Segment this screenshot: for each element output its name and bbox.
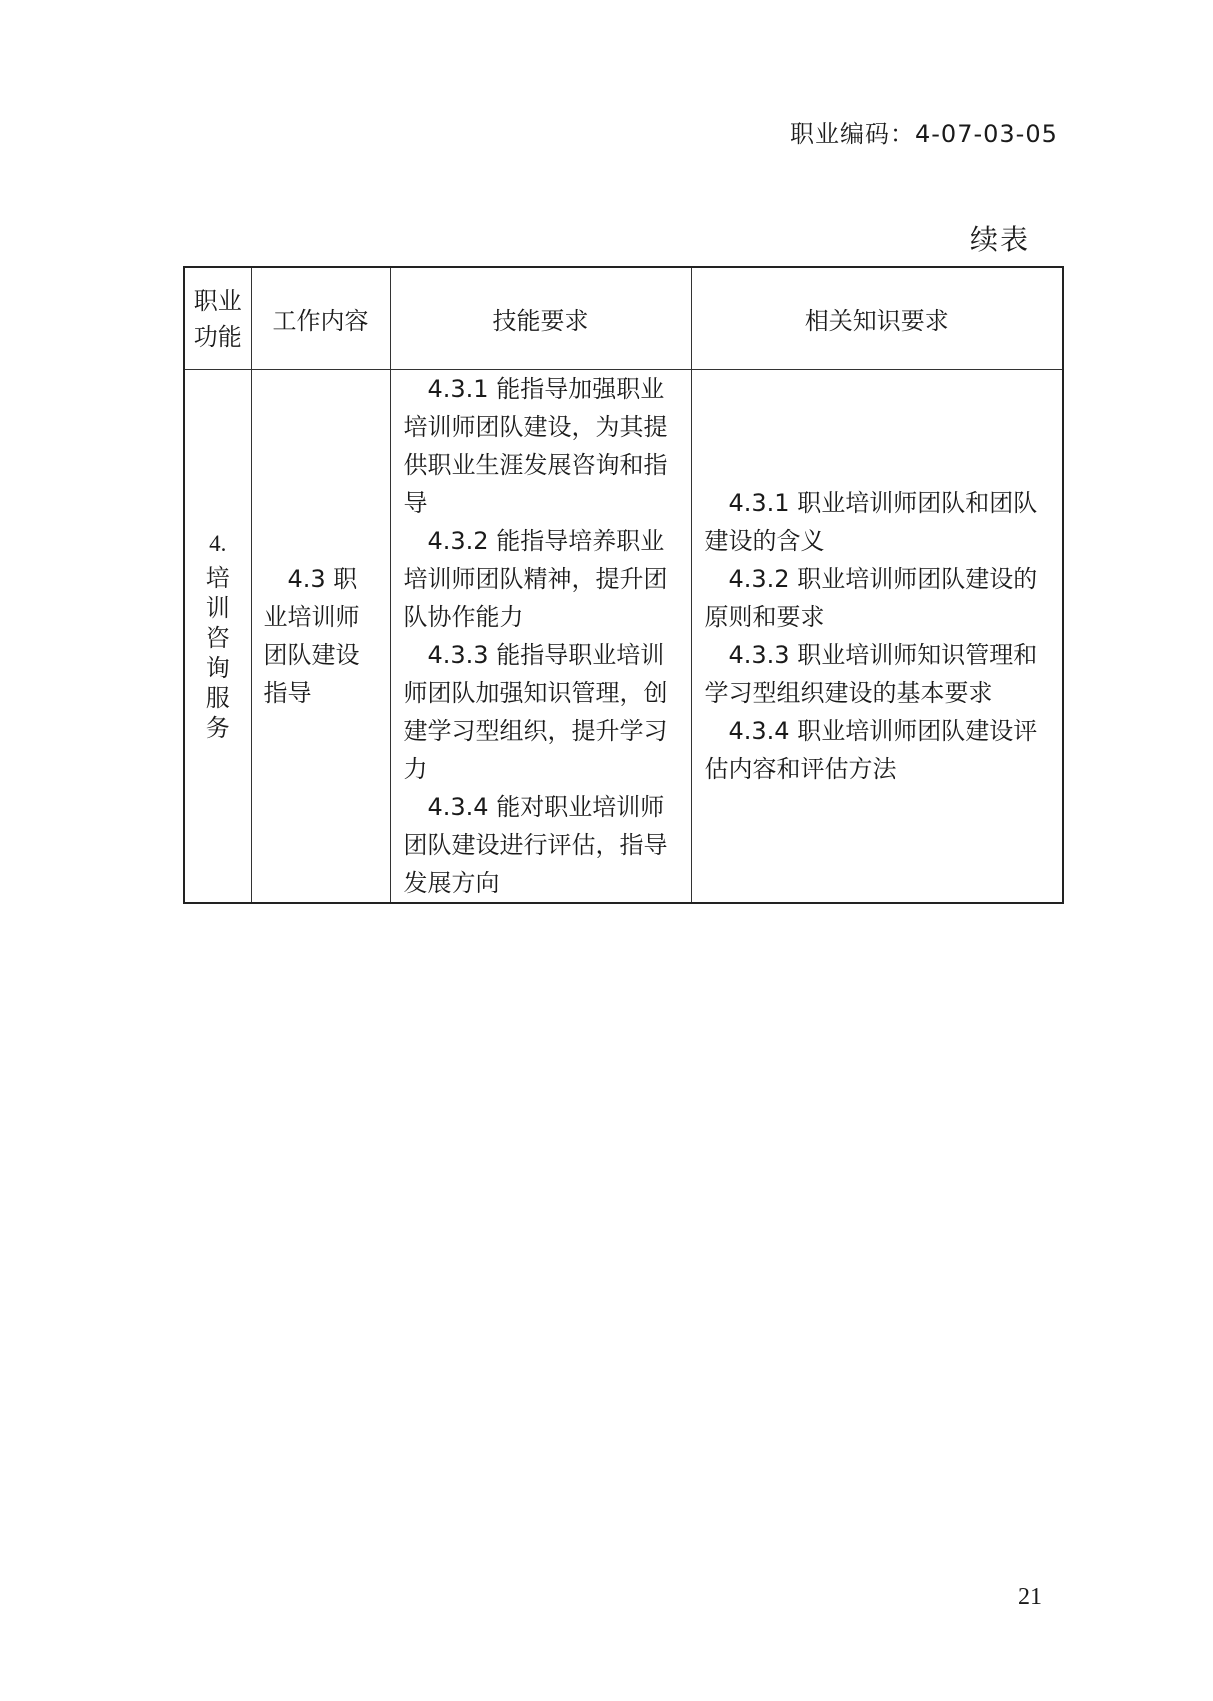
knowledge-item: 4.3.4 职业培训师团队建设评估内容和评估方法 [704,717,1038,783]
occupation-code: 职业编码：4-07-03-05 [790,120,1058,148]
header-work-content: 工作内容 [251,267,390,370]
table-row [184,370,1063,904]
skills-cell [390,370,691,904]
skill-item: 4.3.2 能指导培养职业培训师团队精神，提升团队协作能力 [403,527,668,631]
table-header-row [184,267,1063,370]
page-number: 21 [1018,1584,1042,1610]
function-cell [184,370,251,904]
function-number: 4. [209,531,227,556]
header-function-label: 职业功能 [193,286,242,351]
skill-item: 4.3.4 能对职业培训师团队建设进行评估，指导发展方向 [403,793,668,897]
work-content-text: 4.3 职业培训师团队建设指导 [263,565,360,707]
knowledge-item: 4.3.3 职业培训师知识管理和学习型组织建设的基本要求 [704,641,1038,707]
skill-item: 4.3.1 能指导加强职业培训师团队建设，为其提供职业生涯发展咨询和指导 [403,375,668,517]
continued-label: 续表 [970,223,1031,256]
header-function [184,267,251,370]
knowledge-item: 4.3.2 职业培训师团队建设的原则和要求 [704,565,1038,631]
requirements-table [183,266,1064,904]
function-name: 培训咨询服务 [205,564,230,742]
knowledge-cell [691,370,1063,904]
work-content-cell [251,370,390,904]
header-knowledge-requirements: 相关知识要求 [691,267,1063,370]
skill-item: 4.3.3 能指导职业培训师团队加强知识管理，创建学习型组织，提升学习力 [403,641,668,783]
knowledge-item: 4.3.1 职业培训师团队和团队建设的含义 [704,489,1038,555]
header-skill-requirements: 技能要求 [390,267,691,370]
